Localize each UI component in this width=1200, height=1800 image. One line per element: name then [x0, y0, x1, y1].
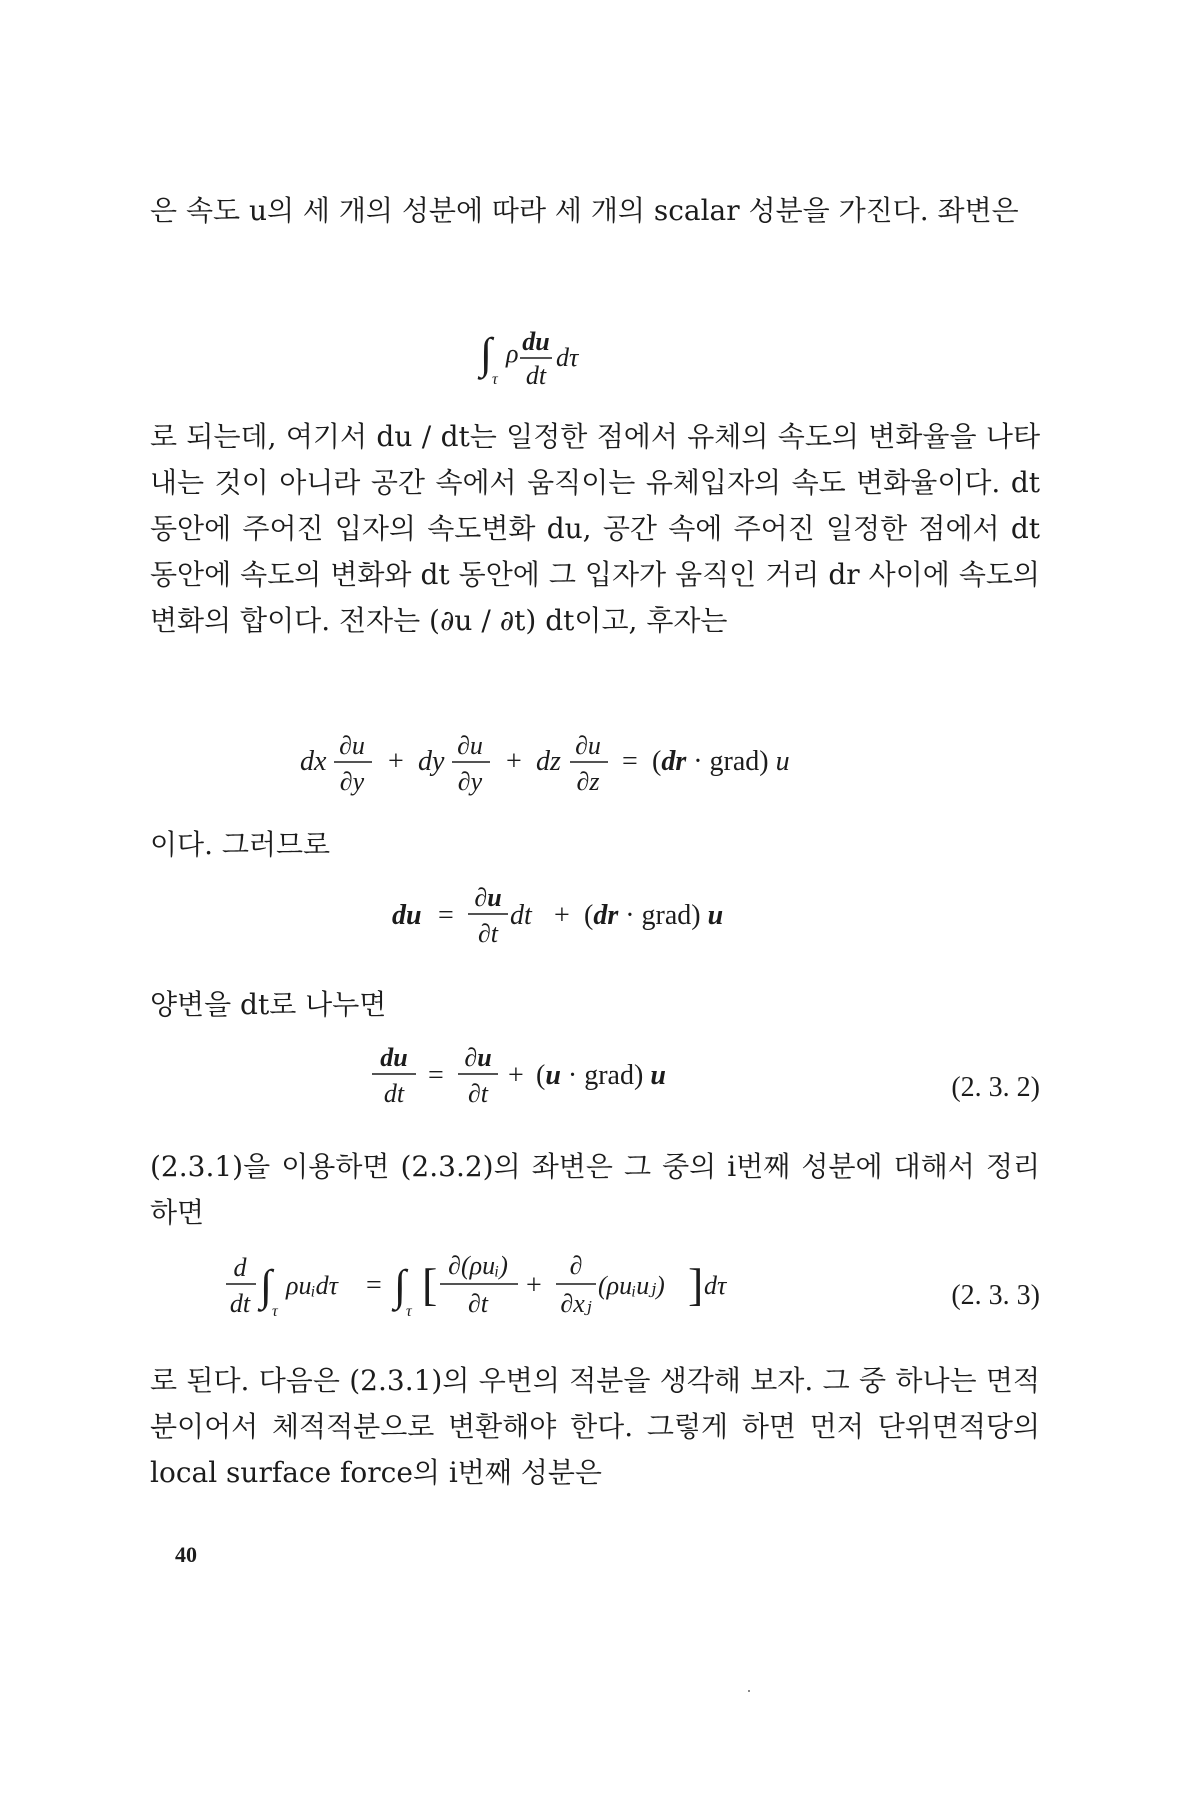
eq3-du: du	[392, 900, 422, 931]
eq5-frac1-den: ∂t	[467, 1289, 489, 1318]
eq4-plus: +	[508, 1060, 524, 1091]
eq3-grad: · grad)	[618, 900, 708, 931]
paragraph-1: 은 속도 u의 세 개의 성분에 따라 세 개의 scalar 성분을 가진다. 좌변은	[150, 194, 1019, 227]
eq3-dr: dr	[593, 900, 619, 931]
eq3-frac-den: ∂t	[477, 919, 499, 948]
paragraph-5: (2.3.1)을 이용하면 (2.3.2)의 좌변은 그 중의 i번째 성분에 대해서 정리하면	[150, 1150, 1040, 1229]
eq5-sub-2: τ	[406, 1303, 412, 1320]
eq4-frac-num: ∂u	[464, 1043, 492, 1072]
paragraph-2: 로 되는데, 여기서 du / dt는 일정한 점에서 유체의 속도의 변화율을 나타내는 것이 아니라 공간 속에서 움직이는 유체입자의 속도 변화율이다. dt 동안에 주어진 입자의 속도변화 du, 공간 속에 주어진 일정한 점에서 dt 동안에 속도의 변화와 dt 동안에 그 입자가 움직인 거리 dr 사이에 속도의 변화의 합이다. 전자는 (∂u / ∂t) dt이고, 후자는	[150, 420, 1040, 637]
eq5-d-num: d	[233, 1253, 247, 1282]
eq2-frac1-den: ∂y	[339, 767, 365, 796]
eq5-frac2-den: ∂xⱼ	[560, 1289, 592, 1318]
eq2-frac2-num: ∂u	[457, 731, 483, 760]
eq2-rhs-dr: dr	[661, 746, 687, 777]
equation-3	[392, 880, 812, 968]
paragraph-3: 이다. 그러므로	[150, 828, 331, 861]
fraction-denominator: dt	[525, 361, 547, 390]
eq3-dt: dt	[510, 900, 532, 931]
eq4-rhs	[536, 1060, 666, 1091]
eq4-frac-den: ∂t	[467, 1079, 489, 1108]
eq4-open: (	[536, 1060, 546, 1091]
eq3-rhs	[584, 900, 723, 931]
equation-4	[372, 1038, 732, 1126]
integral-subscript: τ	[492, 371, 498, 388]
eq5-lhs-body: ρuᵢdτ	[286, 1271, 338, 1300]
eq5-frac2-body: (ρuᵢuⱼ)	[598, 1271, 665, 1300]
eq3-u: u	[707, 900, 724, 931]
integral-sign: ∫	[480, 329, 493, 378]
page-number: 40	[175, 1542, 197, 1567]
eq3-plus: +	[554, 900, 570, 931]
eq4-equals: =	[428, 1060, 444, 1091]
eq5-sub-1: τ	[272, 1303, 278, 1320]
equation-5	[226, 1246, 786, 1344]
eq3-equals: =	[438, 900, 454, 931]
eq3-frac-num: ∂u	[474, 883, 502, 912]
eq5-integral-2: ∫	[394, 1261, 407, 1310]
eq2-dx: dx	[300, 746, 327, 777]
eq5-equals: =	[366, 1270, 382, 1301]
eq4-lhs-num: du	[380, 1043, 408, 1072]
eq2-frac3-den: ∂z	[576, 767, 600, 796]
d-tau: dτ	[556, 343, 579, 372]
eq3-open: (	[584, 900, 594, 931]
paragraph-4: 양변을 dt로 나누면	[150, 988, 387, 1021]
eq2-rhs-grad: · grad)	[686, 746, 776, 777]
rho-symbol: ρ	[506, 339, 519, 368]
eq5-frac2-num: ∂	[569, 1251, 583, 1280]
equation-number-2-3-3: (2. 3. 3)	[951, 1280, 1040, 1311]
eq2-frac2-den: ∂y	[457, 767, 483, 796]
equation-1	[480, 320, 640, 408]
paragraph-6: 로 된다. 다음은 (2.3.1)의 우변의 적분을 생각해 보자. 그 중 하나는 면적분이어서 체적적분으로 변환해야 한다. 그렇게 하면 먼저 단위면적당의 local surface force의 i번째 성분은	[150, 1364, 1040, 1489]
eq5-integral-1: ∫	[260, 1261, 273, 1310]
fraction-numerator: du	[522, 327, 550, 356]
eq5-d-tau: dτ	[704, 1271, 727, 1300]
eq4-grad: · grad)	[560, 1060, 651, 1091]
eq5-plus: +	[526, 1270, 542, 1301]
eq5-right-bracket: ]	[688, 1259, 704, 1310]
eq4-u1: u	[545, 1060, 561, 1091]
eq2-dy: dy	[418, 746, 445, 777]
eq5-left-bracket: [	[422, 1259, 438, 1310]
equation-number-2-3-2: (2. 3. 2)	[951, 1072, 1040, 1103]
eq2-rhs	[652, 746, 790, 777]
eq2-rhs-open: (	[652, 746, 662, 777]
eq2-frac1-num: ∂u	[339, 731, 365, 760]
eq4-lhs-den: dt	[383, 1079, 405, 1108]
eq5-d-den: dt	[229, 1289, 251, 1318]
eq2-equals: =	[622, 746, 638, 777]
eq2-frac3-num: ∂u	[575, 731, 601, 760]
equation-2	[300, 728, 900, 816]
eq2-dz: dz	[536, 746, 561, 777]
eq2-plus-1: +	[388, 746, 404, 777]
eq2-plus-2: +	[506, 746, 522, 777]
eq2-rhs-u: u	[775, 746, 790, 777]
print-speck	[748, 1690, 750, 1692]
eq5-frac1-num: ∂(ρuᵢ)	[448, 1251, 508, 1280]
eq4-u2: u	[650, 1060, 666, 1091]
